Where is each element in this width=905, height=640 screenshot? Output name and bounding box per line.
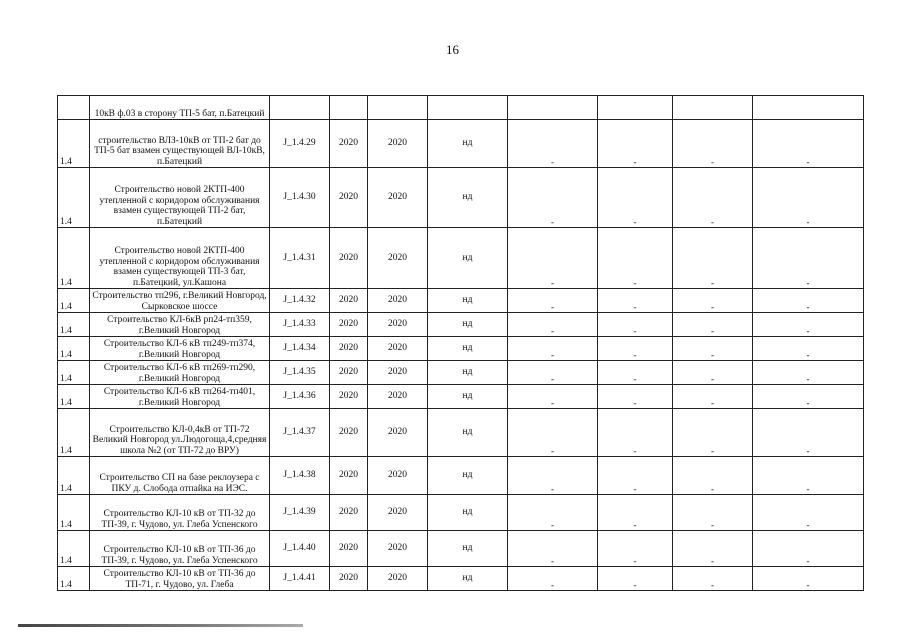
cell-value-4: - bbox=[753, 495, 864, 531]
table-row bbox=[58, 361, 864, 385]
cell-project-code: J_1.4.31 bbox=[270, 228, 330, 289]
cell-value-3: - bbox=[673, 361, 753, 385]
cell-year-start: 2020 bbox=[330, 120, 368, 168]
cell-value-1: - bbox=[508, 495, 598, 531]
cell-value-3: - bbox=[673, 289, 753, 313]
cell-value-4: - bbox=[753, 457, 864, 495]
cell-status: нд bbox=[428, 409, 508, 457]
cell-status: нд bbox=[428, 228, 508, 289]
page-number: 16 bbox=[446, 42, 459, 57]
cell-value-4 bbox=[753, 96, 864, 120]
cell-row-number: 1.4 bbox=[58, 531, 90, 567]
cell-project-code: J_1.4.37 bbox=[270, 409, 330, 457]
cell-year-end: 2020 bbox=[368, 289, 428, 313]
cell-value-3: - bbox=[673, 457, 753, 495]
cell-value-1: - bbox=[508, 337, 598, 361]
cell-year-end: 2020 bbox=[368, 567, 428, 591]
cell-value-3: - bbox=[673, 228, 753, 289]
cell-project-name: Строительство новой 2КТП-400 утепленной с коридором обслуживания взамен существующей ТП-2 бат, п.Батецкий bbox=[90, 168, 270, 228]
table-row bbox=[58, 567, 864, 591]
cell-project-name: Строительство КЛ-6кВ рп24-тп359, г.Великий Новгород bbox=[90, 313, 270, 337]
cell-value-4: - bbox=[753, 385, 864, 409]
cell-project-name: Строительство КЛ-6 кВ тп269-тп290, г.Великий Новгород bbox=[90, 361, 270, 385]
cell-row-number: 1.4 bbox=[58, 457, 90, 495]
cell-year-start: 2020 bbox=[330, 228, 368, 289]
cell-status: нд bbox=[428, 168, 508, 228]
cell-year-start: 2020 bbox=[330, 531, 368, 567]
table-row bbox=[58, 228, 864, 289]
cell-year-start: 2020 bbox=[330, 567, 368, 591]
cell-status: нд bbox=[428, 385, 508, 409]
cell-value-2: - bbox=[598, 289, 673, 313]
cell-value-1: - bbox=[508, 120, 598, 168]
cell-value-2: - bbox=[598, 120, 673, 168]
cell-project-name: Строительство КЛ-6 кВ тп264-тп401, г.Великий Новгород bbox=[90, 385, 270, 409]
cell-value-2: - bbox=[598, 495, 673, 531]
cell-project-name: Строительство СП на базе реклоузера с ПКУ д. Слобода отпайка на ИЭС. bbox=[90, 457, 270, 495]
cell-value-3: - bbox=[673, 409, 753, 457]
cell-value-2: - bbox=[598, 457, 673, 495]
cell-year-start: 2020 bbox=[330, 313, 368, 337]
cell-year-start: 2020 bbox=[330, 409, 368, 457]
cell-value-4: - bbox=[753, 313, 864, 337]
cell-value-2: - bbox=[598, 409, 673, 457]
cell-project-code: J_1.4.32 bbox=[270, 289, 330, 313]
cell-project-code: J_1.4.35 bbox=[270, 361, 330, 385]
cell-row-number: 1.4 bbox=[58, 409, 90, 457]
cell-value-2: - bbox=[598, 168, 673, 228]
cell-year-start bbox=[330, 96, 368, 120]
cell-value-1: - bbox=[508, 228, 598, 289]
cell-value-1 bbox=[508, 96, 598, 120]
cell-year-start: 2020 bbox=[330, 289, 368, 313]
cell-project-code: J_1.4.30 bbox=[270, 168, 330, 228]
cell-value-4: - bbox=[753, 361, 864, 385]
cell-year-end: 2020 bbox=[368, 385, 428, 409]
cell-value-4: - bbox=[753, 120, 864, 168]
table-row bbox=[58, 168, 864, 228]
cell-project-name: Строительство КЛ-10 кВ от ТП-32 до ТП-39, г. Чудово, ул. Глеба Успенского bbox=[90, 495, 270, 531]
cell-year-start: 2020 bbox=[330, 495, 368, 531]
table-row bbox=[58, 313, 864, 337]
cell-project-name: Строительство КЛ-6 кВ тп249-тп374, г.Великий Новгород bbox=[90, 337, 270, 361]
cell-year-end: 2020 bbox=[368, 409, 428, 457]
table-row bbox=[58, 120, 864, 168]
cell-project-code: J_1.4.41 bbox=[270, 567, 330, 591]
cell-value-2: - bbox=[598, 385, 673, 409]
cell-value-1: - bbox=[508, 567, 598, 591]
cell-value-4: - bbox=[753, 337, 864, 361]
cell-value-2: - bbox=[598, 313, 673, 337]
cell-status: нд bbox=[428, 337, 508, 361]
cell-row-number: 1.4 bbox=[58, 495, 90, 531]
cell-project-code: J_1.4.38 bbox=[270, 457, 330, 495]
cell-value-1: - bbox=[508, 361, 598, 385]
cell-project-name: Строительство КЛ-10 кВ от ТП-36 до ТП-71, г. Чудово, ул. Глеба bbox=[90, 567, 270, 591]
table-row bbox=[58, 531, 864, 567]
cell-year-end: 2020 bbox=[368, 457, 428, 495]
cell-status: нд bbox=[428, 567, 508, 591]
cell-year-end: 2020 bbox=[368, 361, 428, 385]
cell-year-start: 2020 bbox=[330, 361, 368, 385]
cell-value-3: - bbox=[673, 385, 753, 409]
cell-value-1: - bbox=[508, 313, 598, 337]
cell-row-number: 1.4 bbox=[58, 567, 90, 591]
cell-project-code: J_1.4.40 bbox=[270, 531, 330, 567]
table-row bbox=[58, 495, 864, 531]
cell-value-1: - bbox=[508, 409, 598, 457]
cell-value-1: - bbox=[508, 385, 598, 409]
cell-value-3: - bbox=[673, 495, 753, 531]
cell-status: нд bbox=[428, 120, 508, 168]
cell-row-number: 1.4 bbox=[58, 313, 90, 337]
cell-row-number: 1.4 bbox=[58, 168, 90, 228]
cell-year-start: 2020 bbox=[330, 385, 368, 409]
cell-value-4: - bbox=[753, 567, 864, 591]
table-row bbox=[58, 385, 864, 409]
cell-year-end: 2020 bbox=[368, 120, 428, 168]
cell-project-name: Строительство КЛ-0,4кВ от ТП-72 Великий Новгород ул.Людогоща,4,средняя школа №2 (от ТП-72 до ВРУ) bbox=[90, 409, 270, 457]
cell-year-start: 2020 bbox=[330, 168, 368, 228]
cell-status: нд bbox=[428, 361, 508, 385]
cell-value-1: - bbox=[508, 168, 598, 228]
cell-status: нд bbox=[428, 495, 508, 531]
cell-value-1: - bbox=[508, 457, 598, 495]
cell-year-end: 2020 bbox=[368, 495, 428, 531]
cell-value-2: - bbox=[598, 228, 673, 289]
table-row bbox=[58, 337, 864, 361]
cell-project-name: Строительство КЛ-10 кВ от ТП-36 до ТП-39, г. Чудово, ул. Глеба Успенского bbox=[90, 531, 270, 567]
cell-value-4: - bbox=[753, 168, 864, 228]
cell-year-end: 2020 bbox=[368, 313, 428, 337]
cell-year-end: 2020 bbox=[368, 168, 428, 228]
cell-status bbox=[428, 96, 508, 120]
cell-value-1: - bbox=[508, 531, 598, 567]
cell-row-number: 1.4 bbox=[58, 337, 90, 361]
cell-row-number bbox=[58, 96, 90, 120]
table-row bbox=[58, 457, 864, 495]
cell-project-code: J_1.4.36 bbox=[270, 385, 330, 409]
cell-status: нд bbox=[428, 289, 508, 313]
table-row bbox=[58, 409, 864, 457]
cell-row-number: 1.4 bbox=[58, 289, 90, 313]
cell-year-end bbox=[368, 96, 428, 120]
cell-project-code: J_1.4.39 bbox=[270, 495, 330, 531]
cell-project-code: J_1.4.33 bbox=[270, 313, 330, 337]
cell-value-4: - bbox=[753, 409, 864, 457]
table-row bbox=[58, 96, 864, 120]
cell-project-code bbox=[270, 96, 330, 120]
cell-year-end: 2020 bbox=[368, 228, 428, 289]
cell-value-4: - bbox=[753, 228, 864, 289]
cell-project-name: Строительство тп296, г.Великий Новгород, Сырковское шоссе bbox=[90, 289, 270, 313]
scan-artifact-bar bbox=[18, 624, 303, 627]
cell-value-3: - bbox=[673, 313, 753, 337]
cell-value-3: - bbox=[673, 337, 753, 361]
cell-value-3: - bbox=[673, 567, 753, 591]
cell-row-number: 1.4 bbox=[58, 120, 90, 168]
cell-project-name: строительство ВЛЗ-10кВ от ТП-2 бат до ТП-5 бат взамен существующей ВЛ-10кВ, п.Батецкий bbox=[90, 120, 270, 168]
cell-project-code: J_1.4.34 bbox=[270, 337, 330, 361]
cell-row-number: 1.4 bbox=[58, 361, 90, 385]
cell-year-end: 2020 bbox=[368, 337, 428, 361]
table-row bbox=[58, 289, 864, 313]
cell-status: нд bbox=[428, 457, 508, 495]
cell-value-4: - bbox=[753, 289, 864, 313]
cell-status: нд bbox=[428, 531, 508, 567]
cell-project-name: 10кВ ф.03 в сторону ТП-5 бат, п.Батецкий bbox=[90, 96, 270, 120]
cell-value-2: - bbox=[598, 567, 673, 591]
cell-value-2 bbox=[598, 96, 673, 120]
cell-value-3: - bbox=[673, 168, 753, 228]
cell-value-4: - bbox=[753, 531, 864, 567]
cell-row-number: 1.4 bbox=[58, 228, 90, 289]
cell-value-2: - bbox=[598, 337, 673, 361]
investment-projects-table bbox=[57, 95, 864, 591]
cell-status: нд bbox=[428, 313, 508, 337]
cell-value-3 bbox=[673, 96, 753, 120]
cell-row-number: 1.4 bbox=[58, 385, 90, 409]
cell-year-start: 2020 bbox=[330, 457, 368, 495]
cell-value-2: - bbox=[598, 531, 673, 567]
cell-project-code: J_1.4.29 bbox=[270, 120, 330, 168]
cell-value-1: - bbox=[508, 289, 598, 313]
cell-year-end: 2020 bbox=[368, 531, 428, 567]
cell-value-2: - bbox=[598, 361, 673, 385]
cell-year-start: 2020 bbox=[330, 337, 368, 361]
cell-project-name: Строительство новой 2КТП-400 утепленной с коридором обслуживания взамен существующей ТП-3 бат, п.Батецкий, ул.Кашона bbox=[90, 228, 270, 289]
cell-value-3: - bbox=[673, 531, 753, 567]
cell-value-3: - bbox=[673, 120, 753, 168]
